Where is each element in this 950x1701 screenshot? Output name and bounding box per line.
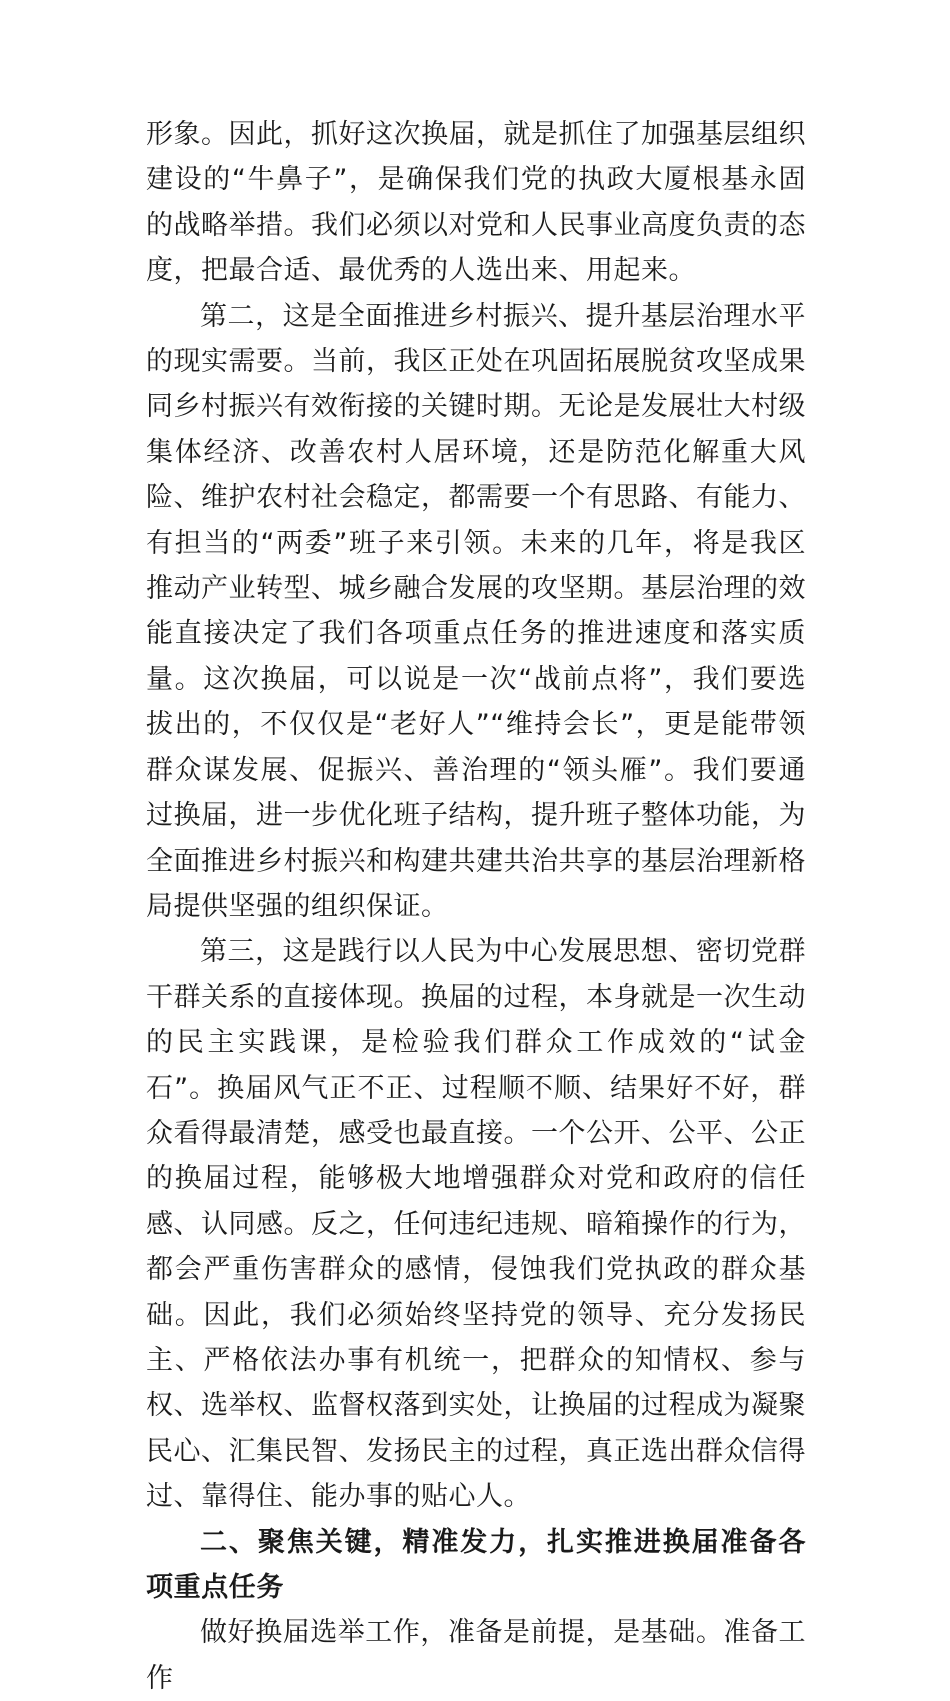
body-paragraph-preparation: 做好换届选举工作，准备是前提，是基础。准备工作 [146,1617,806,1694]
body-paragraph-third-point: 第三，这是践行以人民为中心发展思想、密切党群干群关系的直接体现。换届的过程，本身就是一次生动的民主实践课，是检验我们群众工作成效的“试金石”。换届风气正不正、过程顺不顺、结果好不好，群众看得最清楚，感受也最直接。一个公开、公平、公正的换届过程，能够极大地增强群众对党和政府的信任感、认同感。反之，任何违纪违规、暗箱操作的行为，都会严重伤害群众的感情，侵蚀我们党执政的群众基础。因此，我们必须始终坚持党的领导、充分发扬民主、严格依法办事有机统一，把群众的知情权、参与权、选举权、监督权落到实处，让换届的过程成为凝聚民心、汇集民智、发扬民主的过程，真正选出群众信得过、靠得住、能办事的贴心人。 [146,936,806,1513]
document-body [146,112,806,1701]
body-paragraph-second-point: 第二，这是全面推进乡村振兴、提升基层治理水平的现实需要。当前，我区正处在巩固拓展脱贫攻坚成果同乡村振兴有效衔接的关键时期。无论是发展壮大村级集体经济、改善农村人居环境，还是防范化解重大风险、维护农村社会稳定，都需要一个有思路、有能力、有担当的“两委”班子来引领。未来的几年，将是我区推动产业转型、城乡融合发展的攻坚期。基层治理的效能直接决定了我们各项重点任务的推进速度和落实质量。这次换届，可以说是一次“战前点将”，我们要选拔出的，不仅仅是“老好人”“维持会长”，更是能带领群众谋发展、促振兴、善治理的“领头雁”。我们要通过换届，进一步优化班子结构，提升班子整体功能，为全面推进乡村振兴和构建共建共治共享的基层治理新格局提供坚强的组织保证。 [146,300,806,922]
section-heading-2: 二、聚焦关键，精准发力，扎实推进换届准备各项重点任务 [146,1526,806,1603]
body-paragraph-continuation: 形象。因此，抓好这次换届，就是抓住了加强基层组织建设的“牛鼻子”，是确保我们党的执政大厦根基永固的战略举措。我们必须以对党和人民事业高度负责的态度，把最合适、最优秀的人选出来、用起来。 [146,119,806,287]
